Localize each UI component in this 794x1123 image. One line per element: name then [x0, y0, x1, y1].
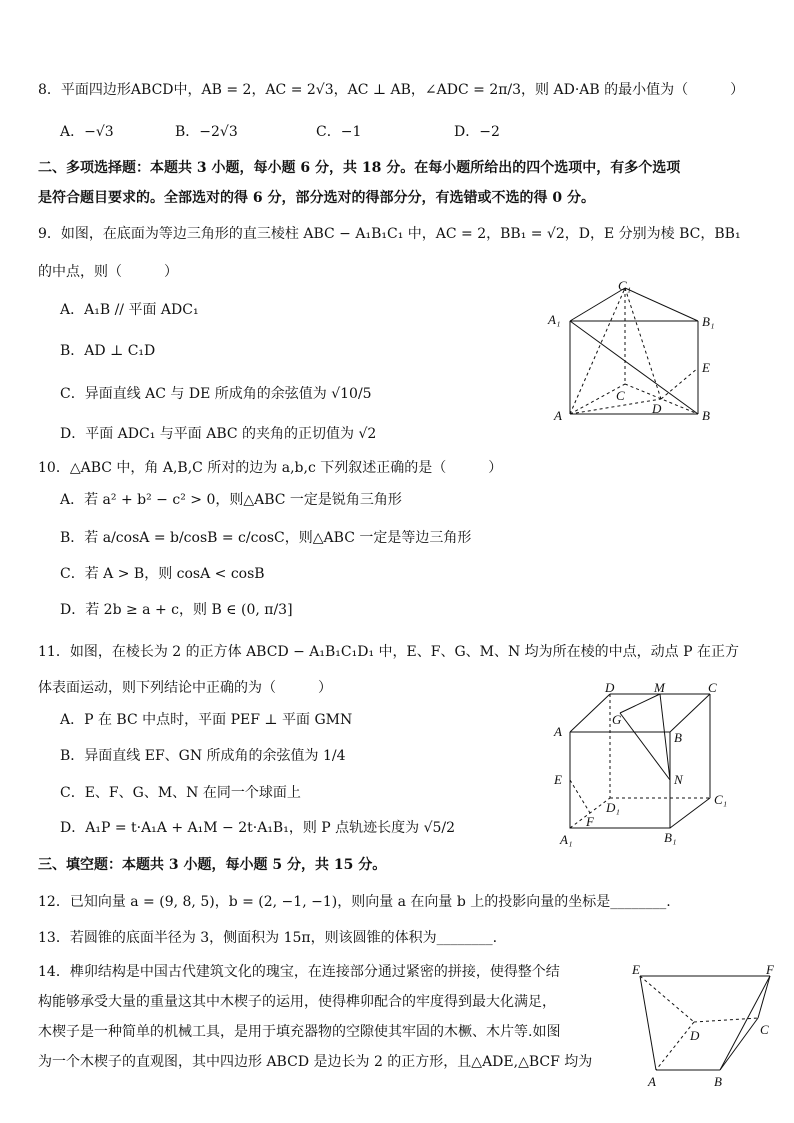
- q11-fig-label-f: F: [586, 814, 594, 829]
- q8-option-a: A．−√3: [60, 124, 114, 140]
- q11-stem-line2: 体表面运动，则下列结论中正确的为（ ）: [38, 680, 332, 696]
- q14-stem-line3: 木楔子是一种简单的机械工具，是用于填充器物的空隙使其牢固的木橛、木片等.如图: [38, 1024, 561, 1040]
- q10-option-a: A．若 a² + b² − c² > 0，则△ABC 一定是锐角三角形: [60, 492, 402, 508]
- q10-option-b: B．若 a/cosA = b/cosB = c/cosC，则△ABC 一定是等边三角形: [60, 530, 472, 546]
- q11-stem-line1: 11．如图，在棱长为 2 的正方体 ABCD − A₁B₁C₁D₁ 中，E、F、G、M、N 均为所在棱的中点，动点 P 在正方: [38, 644, 740, 660]
- q14-stem-line1: 14．榫卯结构是中国古代建筑文化的瑰宝，在连接部分通过紧密的拼接，使得整个结: [38, 964, 560, 980]
- q11-cube-figure: [550, 680, 740, 848]
- q11-option-b: B．异面直线 EF、GN 所成角的余弦值为 1/4: [60, 748, 346, 764]
- q9-prism-figure: [540, 278, 720, 428]
- q11-fig-label-d: D: [605, 680, 615, 695]
- q11-fig-label-d1: D₁: [606, 800, 620, 815]
- q9-fig-label-c1: C₁: [618, 278, 632, 293]
- q9-stem-line2: 的中点，则（ ）: [38, 264, 178, 280]
- q8-option-b: B．−2√3: [175, 124, 238, 140]
- q8-stem: 8．平面四边形ABCD中，AB = 2，AC = 2√3，AC ⊥ AB，∠ADC = 2π/3，则 AD·AB 的最小值为（ ）: [38, 82, 745, 98]
- q11-option-c: C．E、F、G、M、N 在同一个球面上: [60, 785, 301, 801]
- q9-stem-line1: 9．如图，在底面为等边三角形的直三棱柱 ABC − A₁B₁C₁ 中，AC = 2，BB₁ = √2，D，E 分别为棱 BC，BB₁: [38, 226, 741, 242]
- q11-fig-label-b1: B₁: [664, 830, 677, 845]
- q8-option-d: D．−2: [454, 124, 500, 140]
- q14-stem-line2: 构能够承受大量的重量这其中木楔子的运用，使得榫卯配合的牢度得到最大化满足，: [38, 994, 556, 1010]
- q14-fig-label-c: C: [760, 1022, 769, 1037]
- q14-fig-label-a: A: [648, 1074, 656, 1089]
- q14-fig-label-d: D: [690, 1028, 700, 1043]
- q9-fig-label-a1: A₁: [548, 312, 561, 327]
- q12-stem: 12．已知向量 a = (9, 8, 5)，b = (2, −1, −1)，则向量 a 在向量 b 上的投影向量的坐标是________.: [38, 894, 671, 910]
- q9-option-d: D．平面 ADC₁ 与平面 ABC 的夹角的正切值为 √2: [60, 426, 377, 442]
- q10-option-d: D．若 2b ≥ a + c，则 B ∈ (0, π/3]: [60, 602, 293, 618]
- q11-fig-label-a1: A₁: [560, 832, 573, 847]
- q9-fig-label-b1: B₁: [702, 314, 715, 329]
- q14-fig-label-f: F: [766, 962, 774, 977]
- q11-fig-label-n: N: [674, 772, 683, 787]
- q14-fig-label-e: E: [632, 962, 640, 977]
- q11-option-a: A．P 在 BC 中点时，平面 PEF ⊥ 平面 GMN: [60, 712, 353, 728]
- q10-stem: 10．△ABC 中，角 A,B,C 所对的边为 a,b,c 下列叙述正确的是（ ）: [38, 460, 503, 476]
- section3-heading: 三、填空题：本题共 3 小题，每小题 5 分，共 15 分。: [38, 857, 387, 873]
- q11-fig-label-g: G: [612, 712, 622, 727]
- section2-heading-line2: 是符合题目要求的。全部选对的得 6 分，部分选对的得部分分，有选错或不选的得 0 分。: [38, 190, 595, 206]
- q9-fig-label-d: D: [652, 401, 662, 416]
- q14-fig-label-b: B: [714, 1074, 722, 1089]
- q11-fig-label-m: M: [654, 680, 665, 695]
- q9-fig-label-b: B: [702, 408, 710, 423]
- q9-option-b: B．AD ⊥ C₁D: [60, 343, 156, 359]
- q14-stem-line4: 为一个木楔子的直观图，其中四边形 ABCD 是边长为 2 的正方形，且△ADE,△BCF 均为: [38, 1054, 593, 1070]
- q9-fig-label-a: A: [554, 408, 562, 423]
- q11-fig-label-a: A: [554, 724, 562, 739]
- q11-fig-label-c: C: [708, 680, 717, 695]
- q9-fig-label-e: E: [702, 360, 710, 375]
- q11-fig-label-b: B: [674, 730, 682, 745]
- q9-option-a: A．A₁B // 平面 ADC₁: [60, 302, 199, 318]
- q11-fig-label-c1: C₁: [714, 792, 728, 807]
- q11-option-d: D．A₁P = t·A₁A + A₁M − 2t·A₁B₁，则 P 点轨迹长度为 √5/2: [60, 820, 456, 836]
- q8-option-c: C．−1: [316, 124, 362, 140]
- q14-wedge-figure: [628, 960, 784, 1090]
- q9-fig-label-c: C: [616, 388, 625, 403]
- q13-stem: 13．若圆锥的底面半径为 3，侧面积为 15π，则该圆锥的体积为________.: [38, 930, 498, 946]
- section2-heading-line1: 二、多项选择题：本题共 3 小题，每小题 6 分，共 18 分。在每小题所给出的四个选项中，有多个选项: [38, 160, 681, 176]
- q9-option-c: C．异面直线 AC 与 DE 所成角的余弦值为 √10/5: [60, 386, 372, 402]
- q10-option-c: C．若 A > B，则 cosA < cosB: [60, 566, 265, 582]
- q11-fig-label-e: E: [554, 772, 562, 787]
